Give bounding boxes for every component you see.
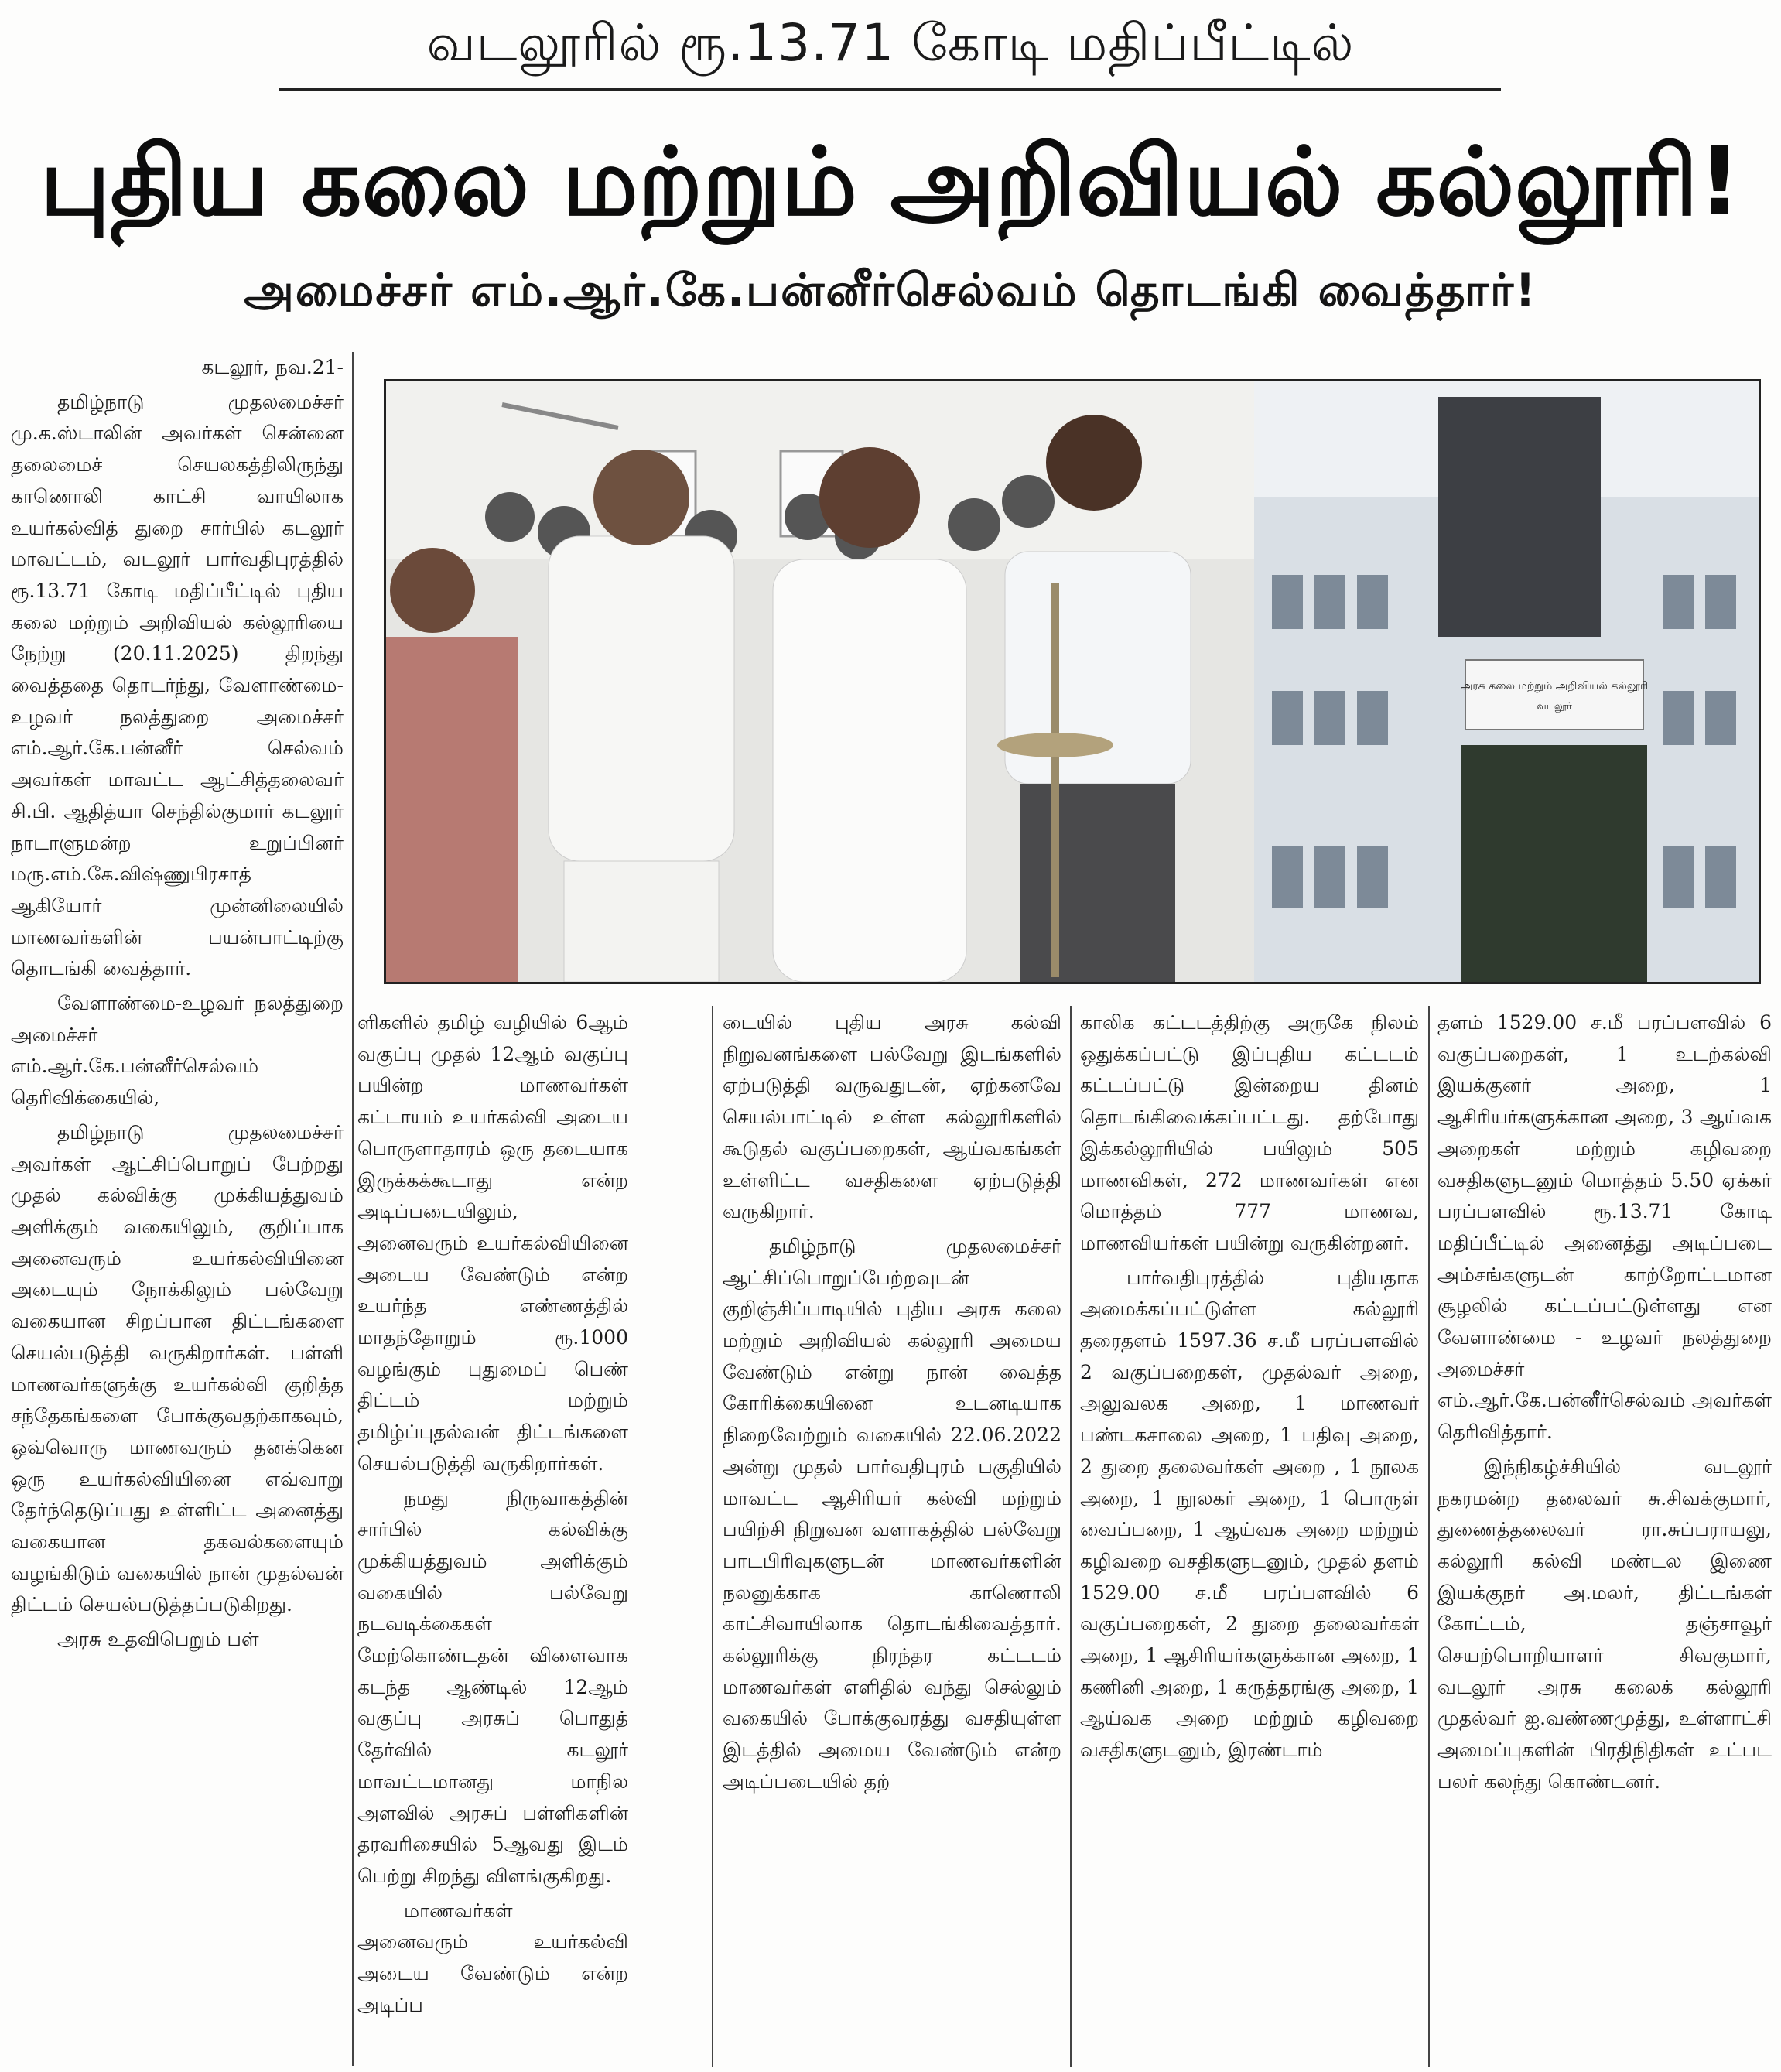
- headline-rule: [279, 88, 1501, 91]
- paragraph: பார்வதிபுரத்தில் புதியதாக அமைக்கப்பட்டுள்ள கல்லூரி தரைதளம் 1597.36 ச.மீ பரப்பளவில் 2 வகுப்பறைகள், முதல்வர் அறை, அலுவலக அறை, 1 மாணவர் பண்டகசாலை அறை, 1 பதிவு அறை, 2 துறை தலைவர்கள் அறை , 1 நூலக அறை, 1 நூலகர் அறை, 1 பொருள் வைப்பறை, 1 ஆய்வக அறை மற்றும் கழிவறை வசதிகளுடனும், முதல் தளம் 1529.00 ச.மீ பரப்பளவில் 6 வகுப்பறைகள், 2 துறை தலைவர்கள் அறை, 1 ஆசிரியர்களுக்கான அறை, 1 கணினி அறை, 1 கருத்தரங்கு அறை, 1 ஆய்வக அறை மற்றும் கழிவறை வசதிகளுடனும், இரண்டாம்: [1080, 1266, 1419, 1762]
- column-divider: [1070, 1006, 1072, 2067]
- sub-headline: அமைச்சர் எம்.ஆர்.கே.பன்னீர்செல்வம் தொடங்கி வைத்தார்!: [244, 264, 1537, 316]
- article-column-4: [1080, 1007, 1419, 2068]
- paragraph: நமது நிருவாகத்தின் சார்பில் கல்விக்கு முக்கியத்துவம் அளிக்கும் வகையில் பல்வேறு நடவடிக்கைகள் மேற்கொண்டதன் விளைவாக கடந்த ஆண்டில் 12ஆம் வகுப்பு அரசுப் பொதுத் தேர்வில் கடலூர் மாவட்டமானது மாநில அளவில் அரசுப் பள்ளிகளின் தரவரிசையில் 5ஆவது இடம் பெற்று சிறந்து விளங்குகிறது.: [357, 1486, 628, 1887]
- paragraph: இந்நிகழ்ச்சியில் வடலூர் நகரமன்ற தலைவர் சு.சிவக்குமார், துணைத்தலைவர் ரா.சுப்பராயலு, கல்லூரி கல்வி மண்டல இணை இயக்குநர் அ.மலர், திட்டங்கள் கோட்டம், தஞ்சாவூர் செயற்பொறியாளர் சிவகுமார், வடலூர் அரசு கலைக் கல்லூரி முதல்வர் ஐ.வண்ணமுத்து, உள்ளாட்சி அமைப்புகளின் பிரதிநிதிகள் உட்பட பலர் கலந்து கொண்டனர்.: [1437, 1455, 1772, 1793]
- building-sign-sub: வடலூர்: [1537, 701, 1572, 713]
- paragraph: தமிழ்நாடு முதலமைச்சர் அவர்கள் ஆட்சிப்பொறுப் பேற்றது முதல் கல்விக்கு முக்கியத்துவம் அளிக்கும் வகையிலும், குறிப்பாக அனைவரும் உயர்கல்வியினை அடையும் நோக்கிலும் பல்வேறு வகையான சிறப்பான திட்டங்களை செயல்படுத்தி வருகிறார்கள். பள்ளி மாணவர்களுக்கு உயர்கல்வி குறித்த சந்தேகங்களை போக்குவதற்காகவும், ஒவ்வொரு மாணவரும் தனக்கென ஒரு உயர்கல்வியினை எவ்வாறு தேர்ந்தெடுப்பது உள்ளிட்ட அனைத்து வகையான தகவல்களையும் வழங்கிடும் வகையில் நான் முதல்வன் திட்டம் செயல்படுத்தப்படுகிறது.: [11, 1120, 344, 1616]
- column-divider: [712, 1006, 713, 2067]
- building-sign: அரசு கலை மற்றும் அறிவியல் கல்லூரி: [1460, 680, 1649, 692]
- article-column-1: [11, 352, 344, 2068]
- article-column-5: [1437, 1007, 1772, 2068]
- main-headline: புதிய கலை மற்றும் அறிவியல் கல்லூரி!: [39, 127, 1742, 237]
- column-divider: [1428, 1006, 1430, 2067]
- paragraph: காலிக கட்டடத்திற்கு அருகே நிலம் ஒதுக்கப்பட்டு இப்புதிய கட்டடம் கட்டப்பட்டு இன்றைய தினம் தொடங்கிவைக்கப்பட்டது. தற்போது இக்கல்லூரியில் பயிலும் 505 மாணவிகள், 272 மாணவர்கள் என மொத்தம் 777 மாணவ, மாணவியர்கள் பயின்று வருகின்றனர்.: [1080, 1011, 1419, 1254]
- dateline: கடலூர், நவ.21-: [201, 356, 344, 378]
- event-photo: [384, 379, 1761, 984]
- article-column-3: [723, 1007, 1061, 2068]
- paragraph: தளம் 1529.00 ச.மீ பரப்பளவில் 6 வகுப்பறைகள், 1 உடற்கல்வி இயக்குனர் அறை, 1 ஆசிரியர்களுக்கான அறை, 3 ஆய்வக அறைகள் மற்றும் கழிவறை வசதிகளுடனும் மொத்தம் 5.50 ஏக்கர் பரப்பளவில் ரூ.13.71 கோடி மதிப்பீட்டில் அனைத்து அடிப்படை அம்சங்களுடன் காற்றோட்டமான சூழலில் கட்டப்பட்டுள்ளது என வேளாண்மை - உழவர் நலத்துறை அமைச்சர் எம்.ஆர்.கே.பன்னீர்செல்வம் அவர்கள் தெரிவித்தார்.: [1437, 1011, 1772, 1444]
- paragraph: டையில் புதிய அரசு கல்வி நிறுவனங்களை பல்வேறு இடங்களில் ஏற்படுத்தி வருவதுடன், ஏற்கனவே செயல்பாட்டில் உள்ள கல்லூரிகளில் கூடுதல் வகுப்பறைகள், ஆய்வகங்கள் உள்ளிட்ட வசதிகளை ஏற்படுத்தி வருகிறார்.: [723, 1011, 1061, 1223]
- column-divider: [352, 352, 354, 2066]
- paragraph: அரசு உதவிபெறும் பள்: [57, 1628, 259, 1651]
- paragraph: மாணவர்கள் அனைவரும் உயர்கல்வி அடைய வேண்டும் என்ற அடிப்ப: [357, 1899, 628, 2016]
- paragraph: ளிகளில் தமிழ் வழியில் 6ஆம் வகுப்பு முதல் 12ஆம் வகுப்பு பயின்ற மாணவர்கள் கட்டாயம் உயர்கல்வி அடைய பொருளாதாரம் ஒரு தடையாக இருக்கக்கூடாது என்ற அடிப்படையிலும், அனைவரும் உயர்கல்வியினை அடைய வேண்டும் என்ற உயர்ந்த எண்ணத்தில் மாதந்தோறும் ரூ.1000 வழங்கும் புதுமைப் பெண் திட்டம் மற்றும் தமிழ்ப்புதல்வன் திட்டங்களை செயல்படுத்தி வருகிறார்கள்.: [357, 1011, 628, 1475]
- paragraph: தமிழ்நாடு முதலமைச்சர் ஆட்சிப்பொறுப்பேற்றவுடன் குறிஞ்சிப்பாடியில் புதிய அரசு கலை மற்றும் அறிவியல் கல்லூரி அமைய வேண்டும் என்று நான் வைத்த கோரிக்கையினை உடனடியாக நிறைவேற்றும் வகையில் 22.06.2022 அன்று முதல் பார்வதிபுரம் பகுதியில் மாவட்ட ஆசிரியர் கல்வி மற்றும் பயிற்சி நிறுவன வளாகத்தில் பல்வேறு பாடபிரிவுகளுடன் மாணவர்களின் நலனுக்காக காணொலி காட்சிவாயிலாக தொடங்கிவைத்தார். கல்லூரிக்கு நிரந்தர கட்டடம் மாணவர்கள் எளிதில் வந்து செல்லும் வகையில் போக்குவரத்து வசதியுள்ள இடத்தில் அமைய வேண்டும் என்ற அடிப்படையில் தற்: [723, 1234, 1061, 1793]
- paragraph: வேளாண்மை-உழவர் நலத்துறை அமைச்சர் எம்.ஆர்.கே.பன்னீர்செல்வம் தெரிவிக்கையில்,: [11, 992, 344, 1110]
- article-column-2: [357, 1007, 628, 2068]
- paragraph: தமிழ்நாடு முதலமைச்சர் மு.க.ஸ்டாலின் அவர்கள் சென்னை தலைமைச் செயலகத்திலிருந்து காணொலி காட்சி வாயிலாக உயர்கல்வித் துறை சார்பில் கடலூர் மாவட்டம், வடலூர் பார்வதிபுரத்தில் ரூ.13.71 கோடி மதிப்பீட்டில் புதிய கலை மற்றும் அறிவியல் கல்லூரியை நேற்று (20.11.2025) திறந்து வைத்ததை தொடர்ந்து, வேளாண்மை-உழவர் நலத்துறை அமைச்சர் எம்.ஆர்.கே.பன்னீர் செல்வம் அவர்கள் மாவட்ட ஆட்சித்தலைவர் சி.பி. ஆதித்யா செந்தில்குமார் கடலூர் நாடாளுமன்ற உறுப்பினர் மரு.எம்.கே.விஷ்ணுபிரசாத் ஆகியோர் முன்னிலையில் மாணவர்களின் பயன்பாட்டிற்கு தொடங்கி வைத்தார்.: [11, 390, 344, 980]
- photo-illustration: [386, 381, 1759, 982]
- kicker-headline: வடலூரில் ரூ.13.71 கோடி மதிப்பீட்டில்: [426, 13, 1355, 73]
